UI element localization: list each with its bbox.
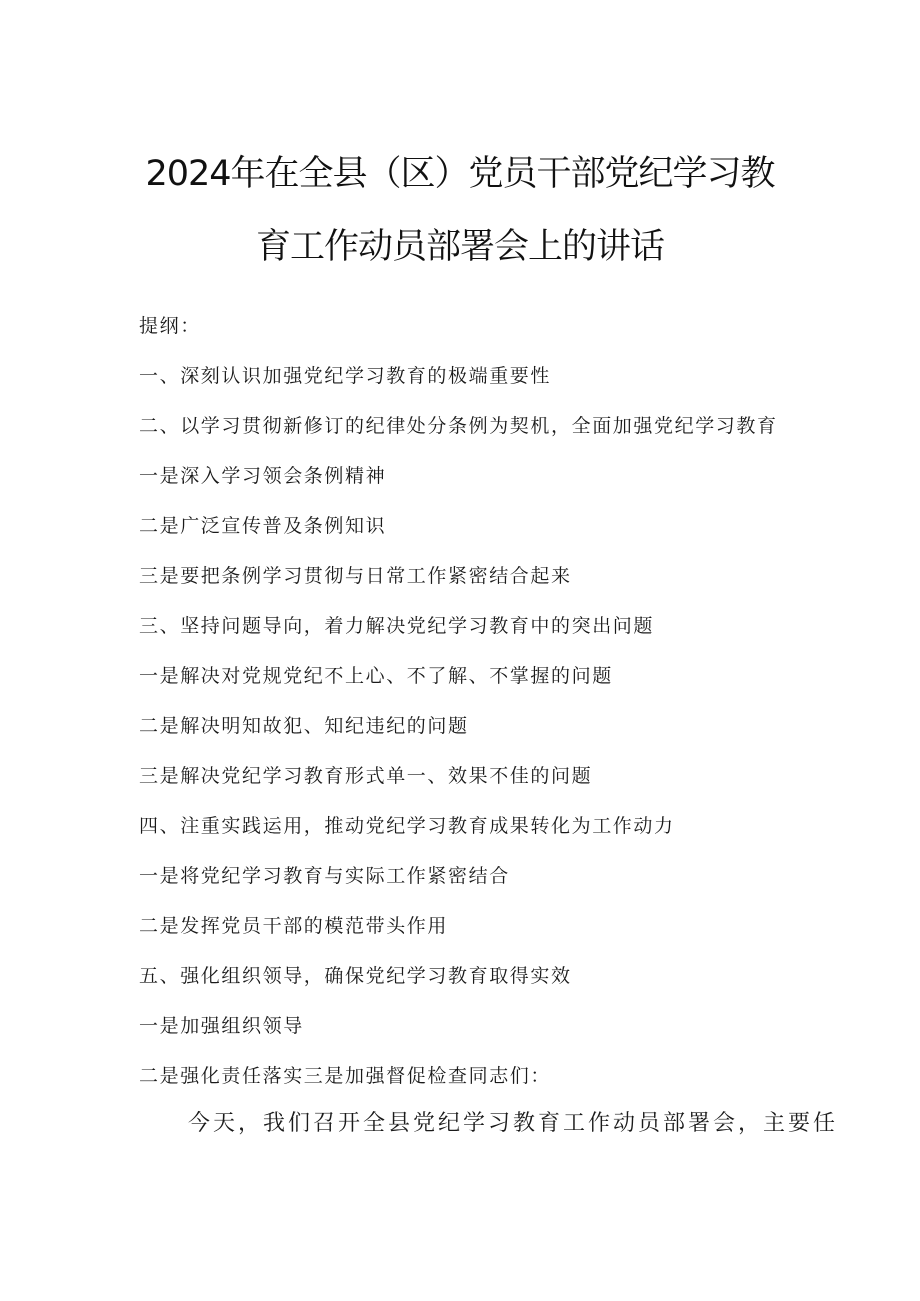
outline-item: 三是要把条例学习贯彻与日常工作紧密结合起来: [139, 565, 572, 587]
outline-heading: 提纲：: [139, 315, 201, 337]
outline-item: 三、坚持问题导向，着力解决党纪学习教育中的突出问题: [139, 615, 655, 637]
outline-item: 一是深入学习领会条例精神: [139, 465, 387, 487]
outline-item: 二是广泛宣传普及条例知识: [139, 515, 387, 537]
document-title-line-2: 育工作动员部署会上的讲话: [255, 227, 664, 267]
outline-item: 四、注重实践运用，推动党纪学习教育成果转化为工作动力: [139, 815, 675, 837]
document-title-line-1: 2024年在全县（区）党员干部党纪学习教: [145, 154, 775, 194]
outline-item: 二是强化责任落实三是加强督促检查同志们：: [139, 1065, 552, 1087]
outline-item: 二是解决明知故犯、知纪违纪的问题: [139, 715, 469, 737]
outline-item: 一是解决对党规党纪不上心、不了解、不掌握的问题: [139, 665, 613, 687]
outline-item: 二、以学习贯彻新修订的纪律处分条例为契机，全面加强党纪学习教育: [139, 415, 778, 437]
outline-item: 一是加强组织领导: [139, 1015, 304, 1037]
outline-item: 三是解决党纪学习教育形式单一、效果不佳的问题: [139, 765, 593, 787]
outline-item: 二是发挥党员干部的模范带头作用: [139, 915, 449, 937]
body-paragraph: 今天，我们召开全县党纪学习教育工作动员部署会，主要任: [188, 1111, 839, 1136]
outline-item: 一、深刻认识加强党纪学习教育的极端重要性: [139, 365, 552, 387]
outline-item: 五、强化组织领导，确保党纪学习教育取得实效: [139, 965, 572, 987]
outline-item: 一是将党纪学习教育与实际工作紧密结合: [139, 865, 510, 887]
